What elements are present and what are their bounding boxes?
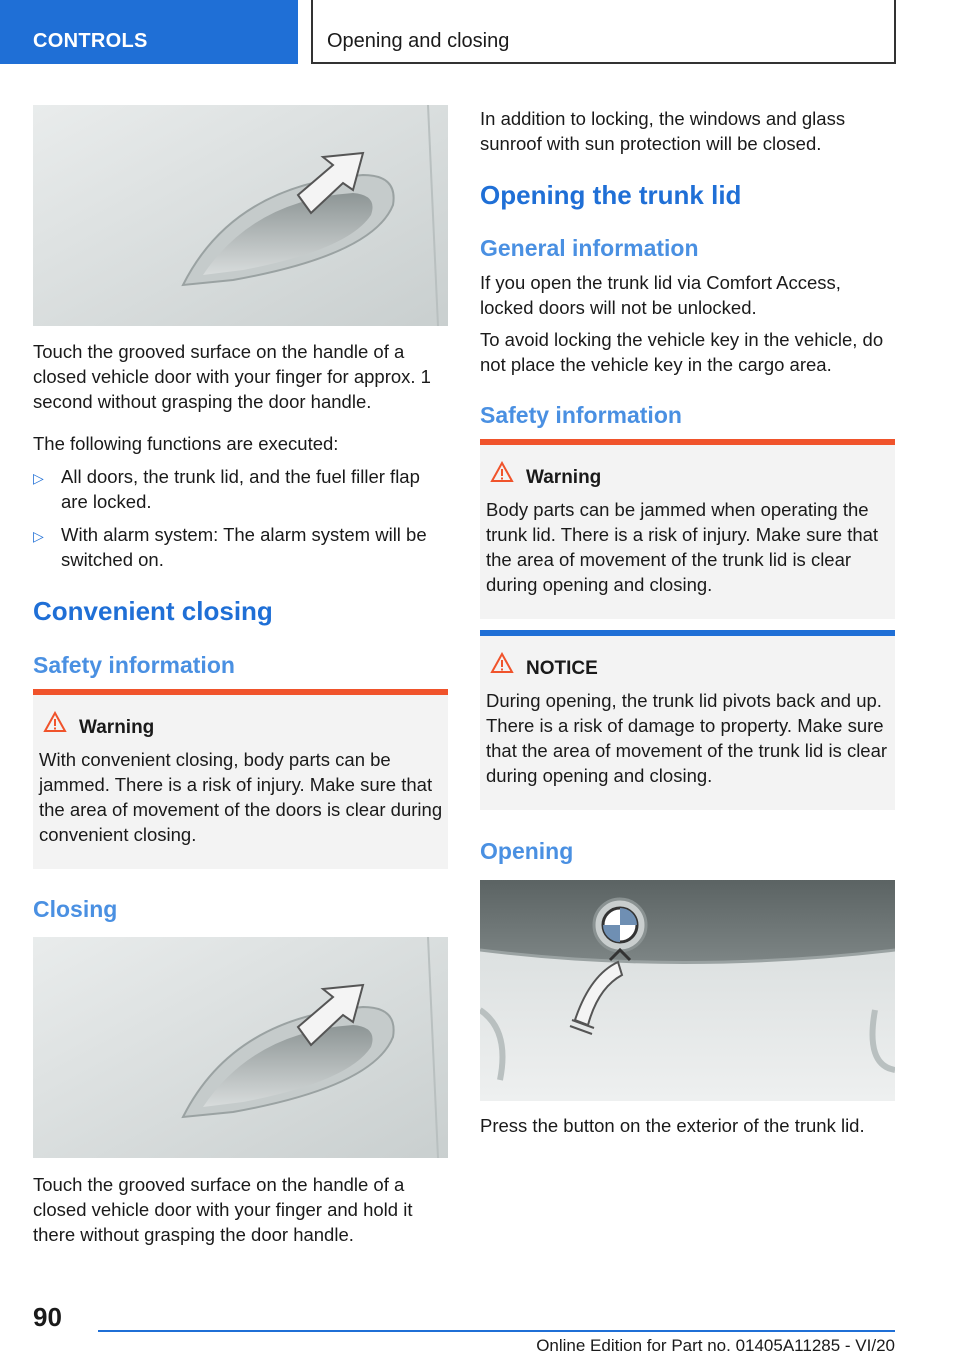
page-number: 90 (33, 1302, 62, 1332)
heading-safety-information: Safety information (480, 402, 682, 428)
chapter-label: Opening and closing (327, 30, 510, 52)
notice-box (480, 630, 895, 810)
warning-bar (33, 689, 448, 695)
footer-edition: Online Edition for Part no. 01405A11285 - VI/20 (536, 1336, 895, 1355)
notice-title: NOTICE (526, 658, 598, 679)
paragraph-functions: The following functions are executed: (33, 433, 339, 454)
paragraph-press-button: Press the button on the exterior of the trunk lid. (480, 1115, 865, 1136)
paragraph-touch: Touch the grooved surface on the handle of a closed vehicle door with your finger for approx. 1 second without grasping the door handle. (33, 341, 431, 412)
bullet-triangle-icon: ▷ (33, 528, 44, 544)
warning-box (480, 439, 895, 619)
paragraph-vehicle-key: To avoid locking the vehicle key in the vehicle, do not place the vehicle key in the cargo area. (480, 329, 884, 375)
bullet-triangle-icon: ▷ (33, 470, 44, 486)
chapter-tab (311, 0, 896, 64)
heading-safety-information: Safety information (33, 652, 235, 678)
heading-convenient-closing: Convenient closing (33, 596, 273, 626)
notice-triangle-icon (490, 652, 514, 674)
heading-opening-trunk-lid: Opening the trunk lid (480, 180, 742, 210)
notice-bar (480, 630, 895, 636)
warning-bar (480, 439, 895, 445)
section-label: CONTROLS (33, 30, 148, 52)
heading-general-information: General information (480, 235, 699, 261)
warning-triangle-icon (43, 711, 67, 733)
warning-text: Body parts can be jammed when operating the trunk lid. There is a risk of injury. Make sure that the area of movement of the trunk lid is clear during opening and closing. (486, 499, 879, 595)
door-handle-image (33, 937, 448, 1158)
door-handle-image (33, 105, 448, 326)
notice-text: During opening, the trunk lid pivots back and up. There is a risk of damage to property. Make sure that the area of movement of the trunk lid is clear during opening and closing. (486, 690, 888, 786)
warning-box (33, 689, 448, 869)
footer-divider (98, 1330, 895, 1332)
heading-opening: Opening (480, 838, 574, 864)
paragraph-windows: In addition to locking, the windows and glass sunroof with sun protection will be closed. (480, 108, 846, 154)
warning-title: Warning (79, 717, 155, 738)
warning-text: With convenient closing, body parts can be jammed. There is a risk of injury. Make sure that the area of movement of the doors is clear during convenient closing. (39, 749, 443, 845)
list-item: ▷ All doors, the trunk lid, and the fuel filler flap are locked. (33, 466, 420, 512)
heading-closing: Closing (33, 896, 118, 922)
paragraph-comfort-access: If you open the trunk lid via Comfort Access, locked doors will not be unlocked. (480, 272, 841, 318)
paragraph-touch-hold: Touch the grooved surface on the handle of a closed vehicle door with your finger and hold it there without grasping the door handle. (33, 1174, 413, 1245)
warning-title: Warning (526, 467, 602, 488)
section-tab (0, 0, 298, 64)
warning-triangle-icon (490, 461, 514, 483)
list-item: ▷ With alarm system: The alarm system will be switched on. (33, 524, 427, 570)
trunk-lid-image (480, 880, 895, 1101)
